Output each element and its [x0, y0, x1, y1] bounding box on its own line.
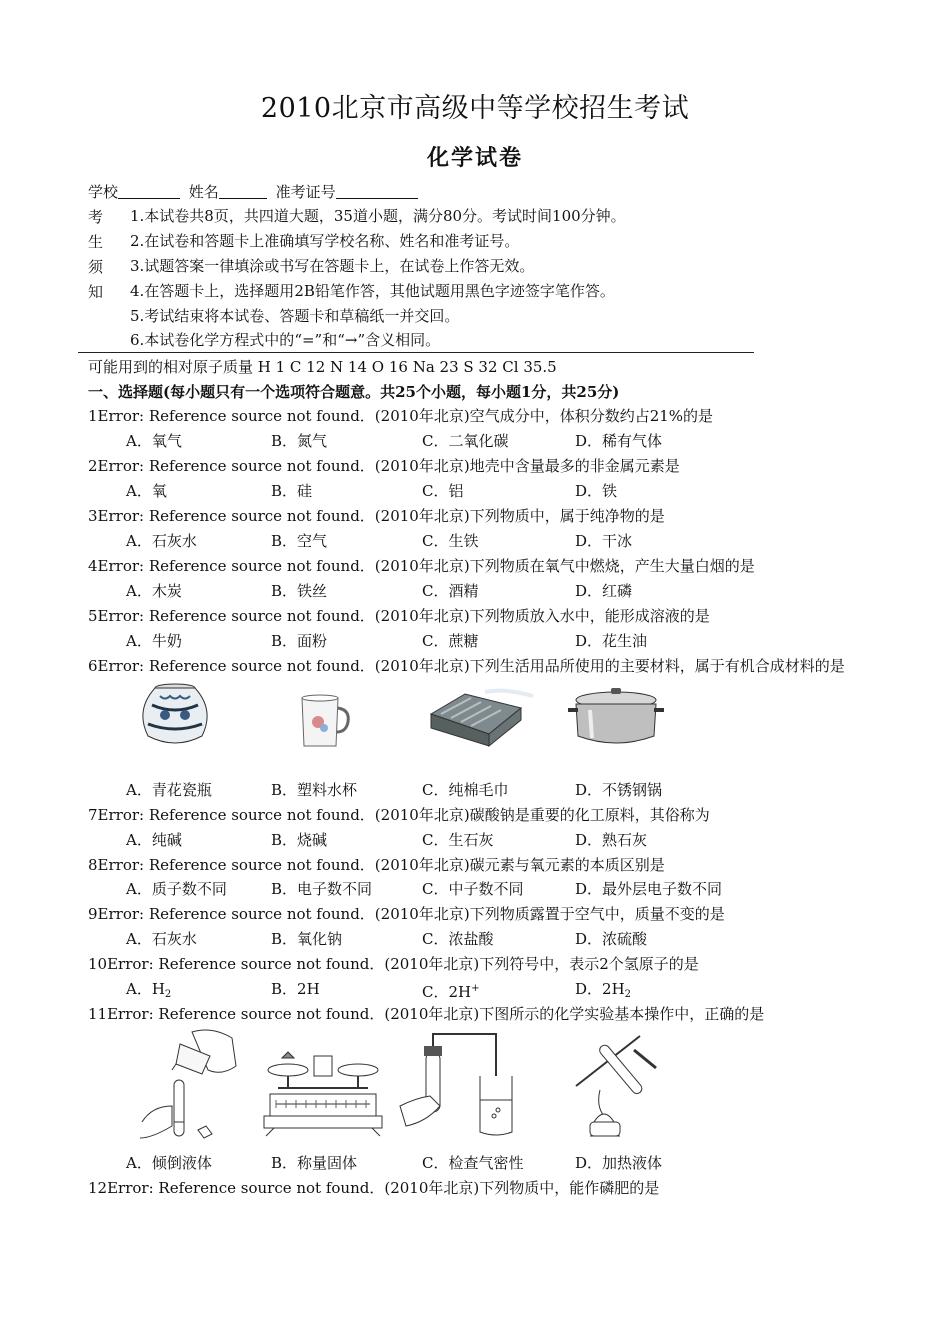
- option-b: B．空气: [271, 532, 328, 550]
- option-d: D．浓硫酸: [575, 930, 648, 948]
- exam-title: 2010北京市高级中等学校招生考试: [260, 93, 690, 124]
- option-a: A．木炭: [126, 582, 182, 600]
- option-a-text: A．H: [126, 980, 165, 998]
- option-a: A．青花瓷瓶: [126, 781, 212, 799]
- exam-subject: 化学试卷: [426, 145, 523, 171]
- option-a: A．氧气: [126, 432, 182, 450]
- plastic-cup-image: [296, 692, 352, 750]
- option-c: C．生铁: [422, 532, 479, 550]
- option-a: A．纯碱: [126, 831, 182, 849]
- option-b: B．硅: [271, 482, 313, 500]
- notice-item-4: 4.在答题卡上，选择题用2B铅笔作答，其他试题用黑色字迹签字笔作答。: [130, 282, 615, 300]
- option-c: C．二氧化碳: [422, 432, 509, 450]
- option-a: A．石灰水: [126, 532, 197, 550]
- option-c: C．浓盐酸: [422, 930, 494, 948]
- section-1-heading: 一、选择题(每小题只有一个选项符合题意。共25个小题，每小题1分，共25分): [88, 383, 620, 401]
- atomic-masses: 可能用到的相对原子质量 H 1 C 12 N 14 O 16 Na 23 S 32 Cl 35.5: [88, 358, 557, 376]
- option-b: B．氧化钠: [271, 930, 343, 948]
- option-d: [575, 979, 631, 1005]
- question-stem: 11Error: Reference source not found．(2010年北京)下图所示的化学实验基本操作中，正确的是: [88, 1005, 765, 1023]
- option-b: B．氮气: [271, 432, 328, 450]
- option-a: A．质子数不同: [126, 880, 227, 898]
- option-b: B．称量固体: [271, 1154, 358, 1172]
- option-d: D．干冰: [575, 532, 633, 550]
- school-label: 学校: [88, 183, 119, 201]
- question-stem: 5Error: Reference source not found．(2010年北京)下列物质放入水中，能形成溶液的是: [88, 607, 710, 625]
- notice-label-3: 须: [88, 258, 104, 276]
- option-b: B．铁丝: [271, 582, 328, 600]
- question-stem: 12Error: Reference source not found．(2010年北京)下列物质中，能作磷肥的是: [88, 1179, 660, 1197]
- balance-scale-image: [262, 1048, 384, 1138]
- option-a: A．倾倒液体: [126, 1154, 212, 1172]
- porcelain-vase-image: [130, 680, 220, 750]
- option-d: D．最外层电子数不同: [575, 880, 723, 898]
- option-a: A．氧: [126, 482, 167, 500]
- option-a: [126, 979, 171, 1005]
- option-c: C．纯棉毛巾: [422, 781, 509, 799]
- superscript: +: [471, 983, 480, 994]
- option-d: D．铁: [575, 482, 618, 500]
- notice-divider: [78, 352, 754, 353]
- exam-id-label: 准考证号: [275, 183, 336, 201]
- subscript: 2: [624, 989, 632, 1000]
- option-d: D．加热液体: [575, 1154, 663, 1172]
- name-label: 姓名: [188, 183, 219, 201]
- option-b: B．电子数不同: [271, 880, 373, 898]
- question-stem: 7Error: Reference source not found．(2010年北京)碳酸钠是重要的化工原料，其俗称为: [88, 806, 710, 824]
- heating-liquid-image: [560, 1026, 670, 1146]
- option-c: C．酒精: [422, 582, 479, 600]
- airtightness-check-image: [396, 1026, 524, 1146]
- option-c: C．检查气密性: [422, 1154, 524, 1172]
- question-stem: 9Error: Reference source not found．(2010年北京)下列物质露置于空气中，质量不变的是: [88, 905, 725, 923]
- option-c: C．生石灰: [422, 831, 494, 849]
- notice-label-2: 生: [88, 233, 104, 251]
- notice-item-2: 2.在试卷和答题卡上准确填写学校名称、姓名和准考证号。: [130, 232, 520, 250]
- option-b: B．面粉: [271, 632, 328, 650]
- exam-id-blank: [336, 184, 418, 199]
- option-a: A．石灰水: [126, 930, 197, 948]
- option-d: D．稀有气体: [575, 432, 663, 450]
- question-stem: 8Error: Reference source not found．(2010年北京)碳元素与氧元素的本质区别是: [88, 856, 665, 874]
- option-c: [422, 979, 480, 1002]
- option-d: D．不锈钢锅: [575, 781, 663, 799]
- option-b: B．塑料水杯: [271, 781, 358, 799]
- option-d-text: D．2H: [575, 980, 625, 998]
- question-stem: 3Error: Reference source not found．(2010年北京)下列物质中，属于纯净物的是: [88, 507, 665, 525]
- candidate-info-row: [88, 182, 418, 202]
- question-stem: 6Error: Reference source not found．(2010年北京)下列生活用品所使用的主要材料，属于有机合成材料的是: [88, 657, 845, 675]
- question-stem: 2Error: Reference source not found．(2010年北京)地壳中含量最多的非金属元素是: [88, 457, 680, 475]
- steel-pot-image: [566, 686, 666, 750]
- option-b: B．烧碱: [271, 831, 328, 849]
- option-c: C．蔗糖: [422, 632, 479, 650]
- option-c: C．铝: [422, 482, 464, 500]
- question-stem: 4Error: Reference source not found．(2010年北京)下列物质在氧气中燃烧，产生大量白烟的是: [88, 557, 755, 575]
- option-d: D．熟石灰: [575, 831, 648, 849]
- notice-label-1: 考: [88, 208, 104, 226]
- option-c: C．中子数不同: [422, 880, 524, 898]
- subscript: 2: [164, 989, 172, 1000]
- notice-item-6: 6.本试卷化学方程式中的“=”和“→”含义相同。: [130, 331, 441, 349]
- school-blank: [118, 184, 180, 199]
- name-blank: [219, 184, 267, 199]
- option-b: B．2H: [271, 980, 320, 998]
- option-d: D．花生油: [575, 632, 648, 650]
- question-stem: 10Error: Reference source not found．(2010年北京)下列符号中，表示2个氢原子的是: [88, 955, 699, 973]
- notice-item-1: 1.本试卷共8页，共四道大题，35道小题，满分80分。考试时间100分钟。: [130, 207, 626, 225]
- notice-label-4: 知: [88, 283, 104, 301]
- option-a: A．牛奶: [126, 632, 182, 650]
- option-d: D．红磷: [575, 582, 633, 600]
- question-stem: 1Error: Reference source not found．(2010年北京)空气成分中，体积分数约占21%的是: [88, 407, 714, 425]
- cotton-towel-image: [425, 684, 535, 750]
- option-c-text: C．2H: [422, 983, 472, 1001]
- notice-item-3: 3.试题答案一律填涂或书写在答题卡上，在试卷上作答无效。: [130, 257, 535, 275]
- pouring-liquid-image: [132, 1026, 242, 1146]
- notice-item-5: 5.考试结束将本试卷、答题卡和草稿纸一并交回。: [130, 307, 460, 325]
